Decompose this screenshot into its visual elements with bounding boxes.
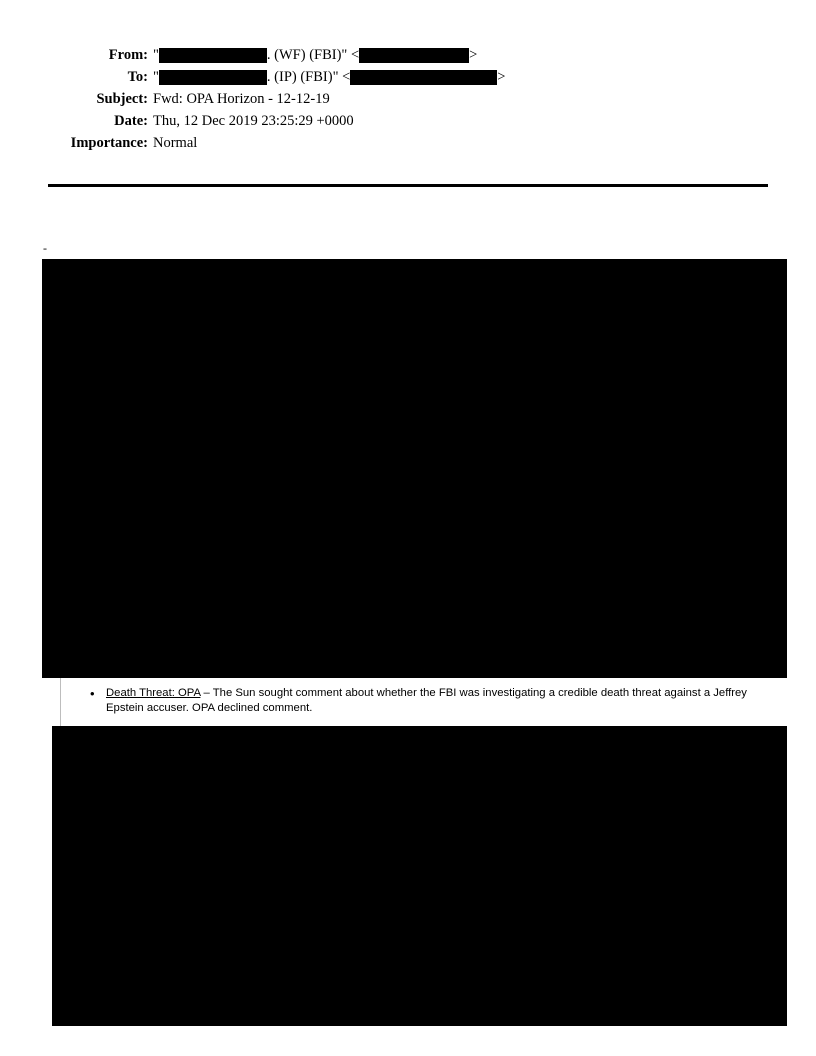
bullet-heading: Death Threat: OPA [106, 687, 201, 699]
from-value [153, 44, 477, 66]
importance-value: Normal [153, 135, 198, 151]
visible-body-section [42, 678, 787, 726]
from-label: From: [108, 47, 148, 63]
body-leading-dash: - [43, 241, 47, 255]
from-middle-text: . (WF) (FBI)" < [266, 47, 360, 63]
header-row-date [48, 110, 768, 132]
header-row-subject [48, 88, 768, 110]
to-redaction-email [350, 70, 497, 85]
subject-label: Subject: [96, 91, 148, 107]
bullet-content [106, 686, 750, 716]
importance-label: Importance: [70, 135, 148, 151]
from-redaction-name [159, 48, 267, 63]
bullet-marker: • [90, 686, 95, 701]
to-value [153, 66, 505, 88]
date-label: Date: [114, 113, 148, 129]
quote-bar [60, 678, 61, 726]
header-divider [48, 184, 768, 187]
from-quote-open: " [153, 47, 159, 63]
bullet-body-text: – The Sun sought comment about whether the FBI was investigating a credible death threat against a Jeffrey Epstein accuser. OPA declined comment. [106, 687, 747, 714]
redacted-block-lower [52, 726, 787, 1026]
email-header [48, 44, 768, 154]
to-label: To: [127, 69, 148, 85]
date-value: Thu, 12 Dec 2019 23:25:29 +0000 [153, 113, 354, 129]
to-redaction-name [159, 70, 267, 85]
subject-value: Fwd: OPA Horizon - 12-12-19 [153, 91, 330, 107]
to-middle-text: . (IP) (FBI)" < [266, 69, 351, 85]
from-bracket-close: > [469, 47, 478, 63]
redacted-block-upper [42, 259, 787, 678]
header-row-from [48, 44, 768, 66]
to-quote-open: " [153, 69, 159, 85]
header-row-importance [48, 132, 768, 154]
header-row-to [48, 66, 768, 88]
list-item [90, 686, 750, 716]
from-redaction-email [359, 48, 469, 63]
to-bracket-close: > [497, 69, 506, 85]
